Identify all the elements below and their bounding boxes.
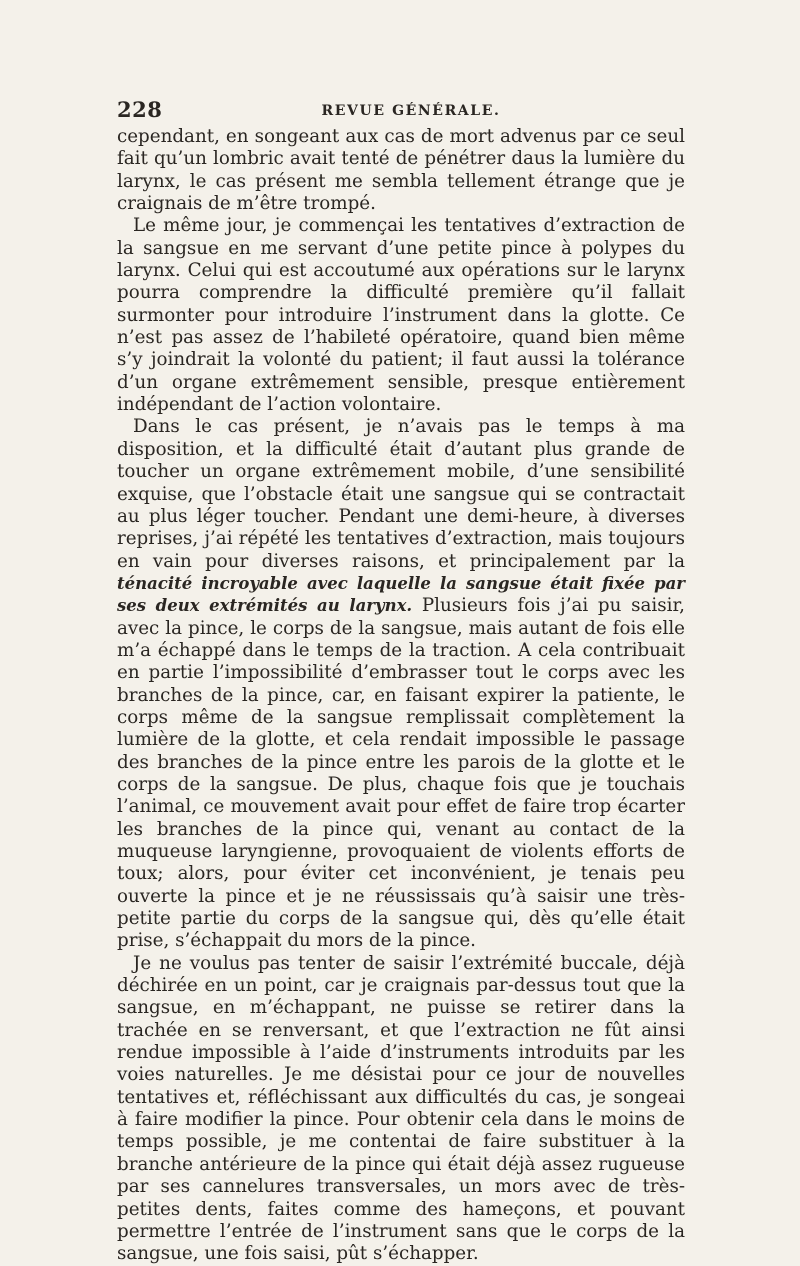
page-number: 228 <box>117 97 163 122</box>
paragraph: Le même jour, je commençai les tentatives d’extraction de la sangsue en me servant d’une petite pince à polypes du larynx. Celui qui est accoutumé aux opérations sur le larynx pourra comprendre la difficulté première qu’il fallait surmonter pour introduire l’instrument dans la glotte. Ce n’est pas assez de l’habileté opératoire, quand bien même s’y joindrait la volonté du patient; il faut aussi la tolérance d’un organe extrêmement sensible, presque entièrement indépendant de l’action volontaire. <box>117 215 685 416</box>
body-text <box>117 126 685 1266</box>
paragraph: Je ne voulus pas tenter de saisir l’extrémité buccale, déjà déchirée en un point, car je craignais par-dessus tout que la sangsue, en m’échappant, ne puisse se retirer dans la trachée en se renversant, et que l’extraction ne fût ainsi rendue impossible à l’aide d’instruments introduits par les voies naturelles. Je me désistai pour ce jour de nouvelles tentatives et, réfléchissant aux difficultés du cas, je songeai à faire modifier la pince. Pour obtenir cela dans le moins de temps possible, je me contentai de faire substituer à la branche antérieure de la pince qui était déjà assez rugueuse par ses cannelures transversales, un mors avec de très-petites dents, faites comme des hameçons, et pouvant permettre l’entrée de l’instrument sans que le corps de la sangsue, une fois saisi, pût s’échapper. <box>117 952 685 1265</box>
page-header <box>117 98 685 122</box>
running-head: REVUE GÉNÉRALE. <box>321 103 501 119</box>
paragraph-continued: cependant, en songeant aux cas de mort advenus par ce seul fait qu’un lombric avait tenté de pénétrer daus la lumière du larynx, le cas présent me sembla tellement étrange que je craignais de m’être trompé. <box>117 126 685 215</box>
paragraph <box>117 416 685 952</box>
paragraph-text: Plusieurs fois j’ai pu saisir, avec la pince, le corps de la sangsue, mais autant de fois elle m’a échappé dans le temps de la traction. A cela contribuait en partie l’impossibilité d’embrasser tout le corps avec les branches de la pince, car, en faisant expirer la patiente, le corps même de la sangsue remplissait complètement la lumière de la glotte, et cela rendait impossible le passage des branches de la pince entre les parois de la glotte et le corps de la sangsue. De plus, chaque fois que je touchais l’animal, ce mouvement avait pour effet de faire trop écarter les branches de la pince qui, venant au contact de la muqueuse laryngienne, provoquaient de violents efforts de toux; alors, pour éviter cet inconvénient, je tenais peu ouverte la pince et je ne réussissais qu’à saisir une très-petite partie du corps de la sangsue qui, dès qu’elle était prise, s’échappait du mors de la pince. <box>117 595 685 952</box>
paragraph-text: Dans le cas présent, je n’avais pas le temps à ma disposition, et la difficulté était d’autant plus grande de toucher un organe extrêmement mobile, d’une sensibilité exquise, que l’obstacle était une sangsue qui se contractait au plus léger toucher. Pendant une demi-heure, à diverses reprises, j’ai répété les tentatives d’extraction, mais toujours en vain pour diverses raisons, et principalement par la <box>117 416 685 572</box>
emphasized-text: ténacité incroyable avec laquelle la sangsue était fixée par ses deux extrémités au larynx. <box>117 573 685 616</box>
